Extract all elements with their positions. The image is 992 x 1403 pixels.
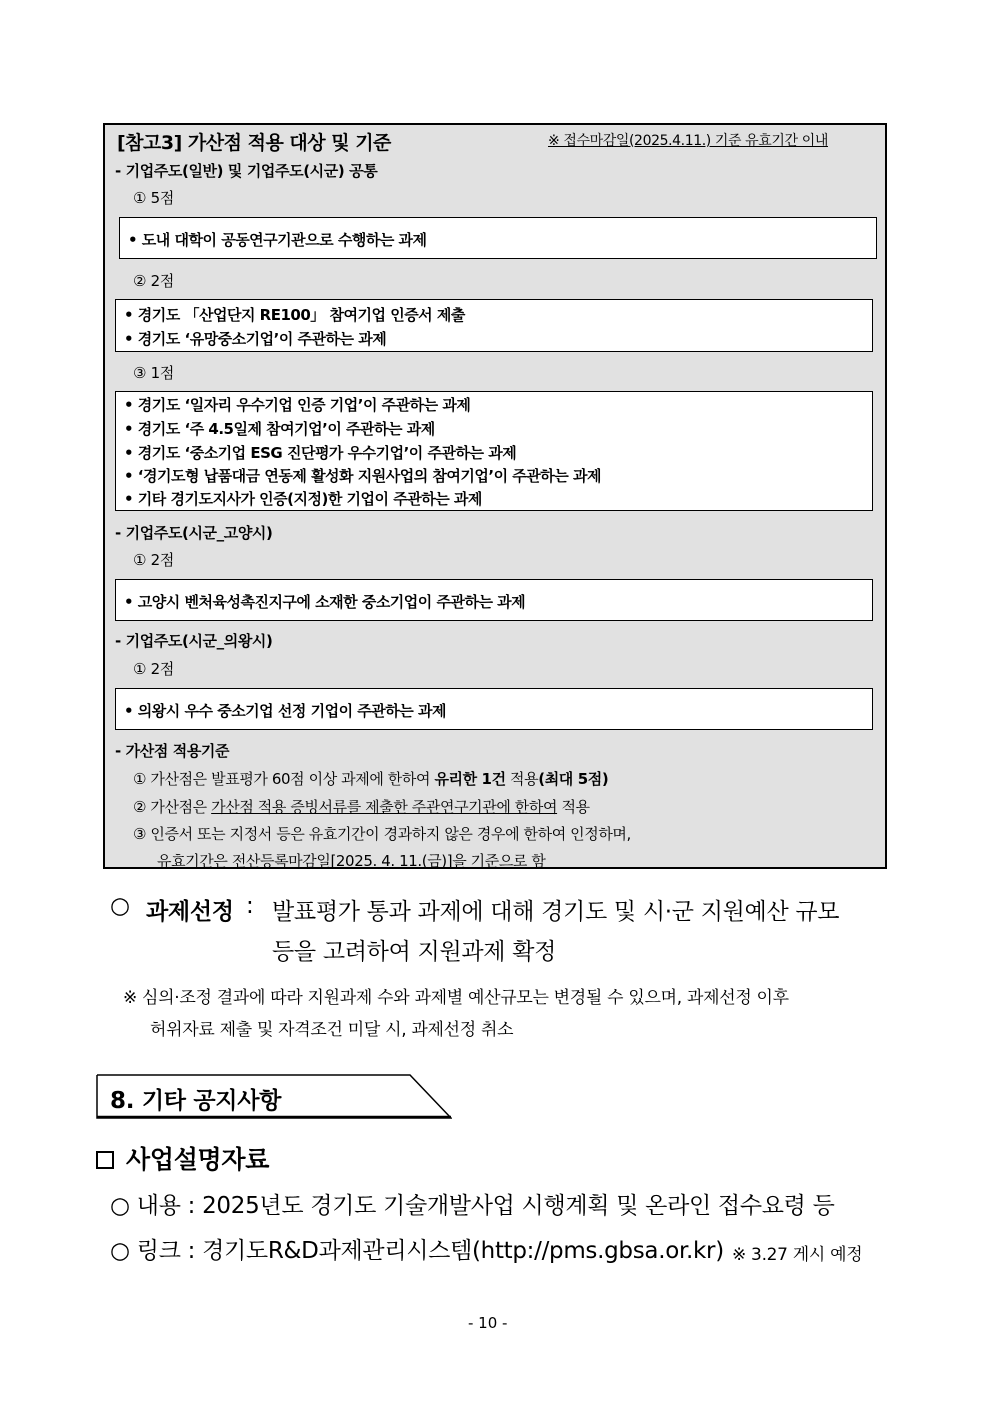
list-item: • ‘경기도형 납품대금 연동제 활성화 지원사업의 참여기업’이 주관하는 과제	[124, 467, 601, 485]
tier-5-points-box	[119, 217, 877, 259]
tier-2-points-box	[115, 299, 873, 352]
list-item: • 도내 대학이 공동연구기관으로 수행하는 과제	[128, 231, 427, 249]
section-8-tab	[96, 1074, 452, 1119]
reference-title: [참고3] 가산점 적용 대상 및 기준	[117, 132, 391, 154]
selection-bullet: ○	[110, 893, 130, 919]
selection-text-line2: 등을 고려하여 지원과제 확정	[272, 939, 557, 965]
uiwang-box	[115, 688, 873, 730]
tier-1-point-box	[115, 391, 873, 511]
criteria-item-1: ① 가산점은 발표평가 60점 이상 과제에 한하여 유리한 1건 적용(최대 5점)	[133, 770, 609, 788]
uiwang-tier-label: ① 2점	[133, 660, 175, 678]
list-item: • 경기도 ‘유망중소기업’이 주관하는 과제	[124, 330, 387, 348]
list-item: • 의왕시 우수 중소기업 선정 기업이 주관하는 과제	[124, 702, 446, 720]
list-item: • 경기도 ‘주 4.5일제 참여기업’이 주관하는 과제	[124, 420, 435, 438]
tier-1-point-label: ③ 1점	[133, 364, 175, 382]
selection-colon: :	[246, 893, 254, 919]
section-goyang-heading: - 기업주도(시군_고양시)	[115, 524, 273, 542]
briefing-link-note: ※ 3.27 게시 예정	[732, 1245, 863, 1265]
criteria-heading: - 가산점 적용기준	[115, 742, 230, 760]
reference-box	[103, 123, 887, 869]
selection-note-line1: ※ 심의·조정 결과에 따라 지원과제 수와 과제별 예산규모는 변경될 수 있으며, 과제선정 이후	[123, 988, 789, 1008]
selection-label: 과제선정	[146, 899, 234, 925]
briefing-content: ○ 내용 : 2025년도 경기도 기술개발사업 시행계획 및 온라인 접수요령 등	[110, 1193, 835, 1219]
list-item: • 경기도 ‘일자리 우수기업 인증 기업’이 주관하는 과제	[124, 396, 471, 414]
list-item: • 경기도 ‘중소기업 ESG 진단평가 우수기업’이 주관하는 과제	[124, 444, 517, 462]
selection-text-line1: 발표평가 통과 과제에 대해 경기도 및 시·군 지원예산 규모	[272, 899, 840, 925]
checkbox-square-icon	[96, 1151, 114, 1169]
criteria-item-3: ③ 인증서 또는 지정서 등은 유효기간이 경과하지 않은 경우에 한하여 인정하며,	[133, 825, 631, 843]
page-number: - 10 -	[468, 1314, 508, 1332]
section-8-title: 8. 기타 공지사항	[110, 1088, 282, 1114]
criteria-item-2: ② 가산점은 가산점 적용 증빙서류를 제출한 주관연구기관에 한하여 적용	[133, 798, 590, 816]
tier-5-points-label: ① 5점	[133, 189, 175, 207]
goyang-box	[115, 579, 873, 621]
section-common-heading: - 기업주도(일반) 및 기업주도(시군) 공통	[115, 162, 378, 180]
selection-note-line2: 허위자료 제출 및 자격조건 미달 시, 과제선정 취소	[150, 1020, 514, 1040]
list-item: • 경기도 「산업단지 RE100」 참여기업 인증서 제출	[124, 306, 465, 324]
goyang-tier-label: ① 2점	[133, 551, 175, 569]
tier-2-points-label: ② 2점	[133, 272, 175, 290]
briefing-heading: 사업설명자료	[96, 1140, 269, 1176]
briefing-link[interactable]: ○ 링크 : 경기도R&D과제관리시스템(http://pms.gbsa.or.kr)	[110, 1238, 724, 1264]
section-uiwang-heading: - 기업주도(시군_의왕시)	[115, 632, 273, 650]
list-item: • 고양시 벤처육성촉진지구에 소재한 중소기업이 주관하는 과제	[124, 593, 526, 611]
list-item: • 기타 경기도지사가 인증(지정)한 기업이 주관하는 과제	[124, 490, 482, 508]
criteria-item-3-continued: 유효기간은 전산등록마감일[2025. 4. 11.(금)]을 기준으로 함	[157, 852, 546, 870]
reference-validity-note: ※ 접수마감일(2025.4.11.) 기준 유효기간 이내	[548, 133, 828, 149]
